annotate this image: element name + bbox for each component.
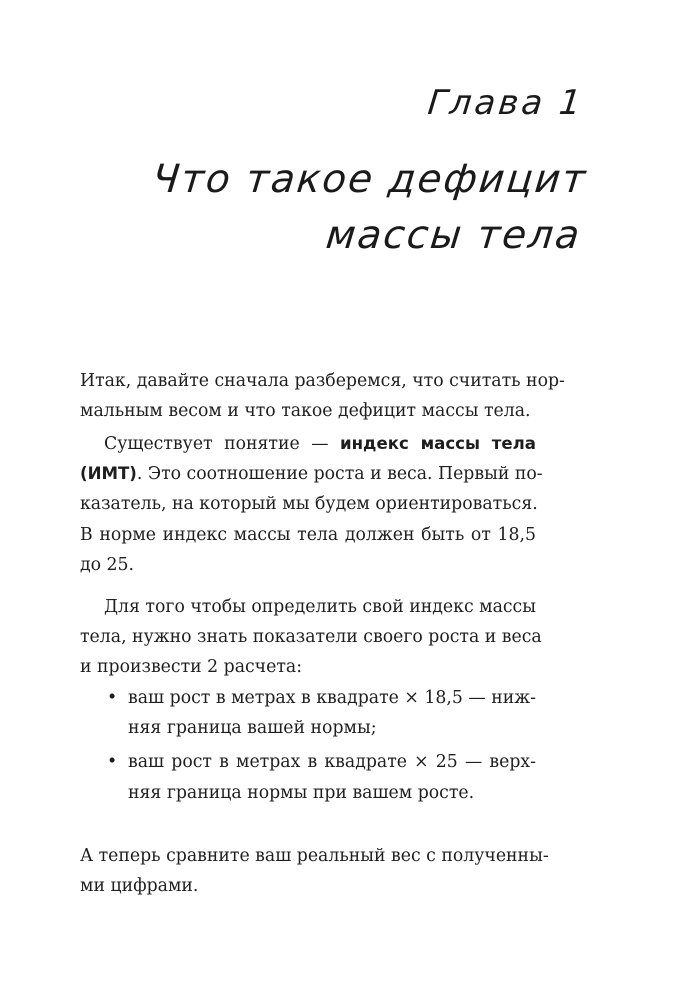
text-line (80, 429, 536, 459)
text-span: ваш рост в метрах в квадрате × 25 — верх- (128, 752, 536, 773)
bullet-icon: • (107, 752, 118, 773)
paragraph-bmi-definition (80, 429, 543, 580)
chapter-title-line-2: массы тела (323, 213, 584, 258)
text-line: казатель, на который мы будем ориентироваться. (80, 494, 538, 515)
text-span: Существует понятие — (104, 434, 340, 454)
bold-term: индекс массы тела (339, 434, 536, 453)
text-line: тела, нужно знать показатели своего роста и веса (80, 627, 542, 648)
text-line (80, 747, 536, 777)
text-line: мальным весом и что такое дефицит массы тела. (80, 401, 531, 422)
chapter-number: Глава 1 (426, 83, 587, 123)
text-line (80, 459, 543, 489)
bold-term: (ИМТ) (80, 464, 137, 484)
list-item (80, 683, 536, 743)
chapter-title-line-1: Что такое дефицит (150, 157, 590, 202)
text-span: . Это соотношение роста и веса. Первый по- (136, 464, 543, 485)
text-line: Итак, давайте сначала разберемся, что считать нор- (80, 371, 565, 391)
text-line: Для того чтобы определить свой индекс массы (104, 597, 536, 617)
text-line: А теперь сравните ваш реальный вес с полученны- (80, 846, 549, 866)
list-item (80, 747, 536, 807)
text-line: ми цифрами. (80, 876, 199, 897)
text-line: до 25. (80, 554, 135, 575)
text-span: ваш рост в метрах в квадрате × 18,5 — ниж- (128, 688, 536, 708)
text-line: няя граница нормы при вашем росте. (128, 782, 475, 803)
text-line: няя граница вашей нормы; (128, 718, 377, 739)
paragraph-intro (80, 366, 565, 426)
paragraph-closing (80, 841, 549, 901)
text-line: и произвести 2 расчета: (80, 657, 303, 678)
bullet-icon: • (107, 688, 118, 708)
text-line (80, 683, 536, 713)
chapter-title (58, 152, 590, 264)
text-line: В норме индекс массы тела должен быть от 18,5 (80, 524, 536, 545)
bullet-list (80, 683, 536, 808)
paragraph-calculation (80, 592, 542, 683)
